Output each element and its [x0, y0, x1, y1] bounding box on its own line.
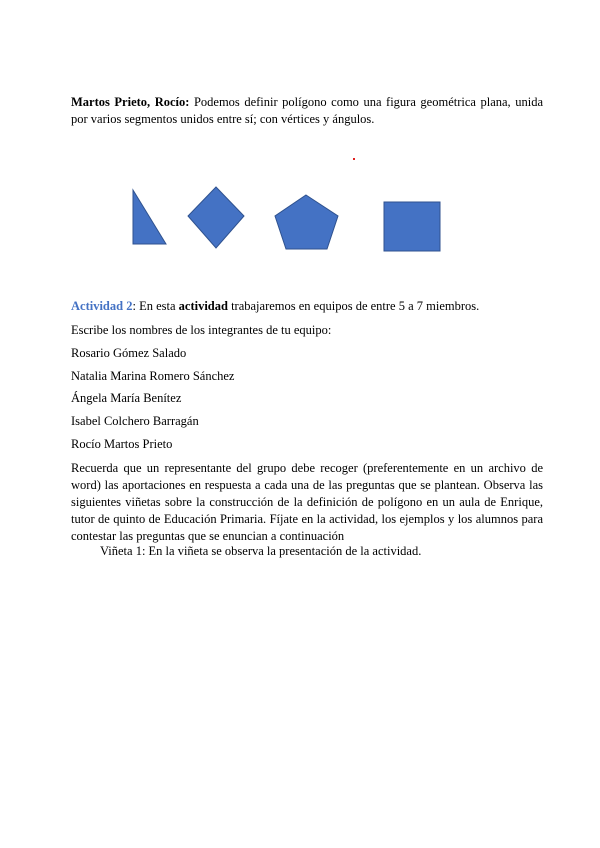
polygon-figures	[0, 150, 600, 260]
instructions-paragraph: Recuerda que un representante del grupo debe recoger (preferentemente en un archivo de word) las aportaciones en respuesta a cada una de las preguntas que se plantean. Observa las siguientes viñetas sobre la construcción de la definición de polígono en un aula de Enrique, tutor de quinto de Educación Primaria. Fíjate en la actividad, los ejemplos y los alumnos para contestar las preguntas que se enuncian a continuación	[71, 461, 543, 543]
diamond-shape	[188, 187, 244, 248]
member-4: Isabel Colchero Barragán	[71, 414, 199, 428]
member-2: Natalia Marina Romero Sánchez	[71, 369, 235, 383]
vignette-line: Viñeta 1: En la viñeta se observa la presentación de la actividad.	[100, 544, 422, 558]
activity-title: Actividad 2	[71, 299, 133, 313]
triangle-shape	[133, 190, 166, 244]
activity-rest: trabajaremos en equipos de entre 5 a 7 miembros.	[227, 299, 480, 313]
member-1: Rosario Gómez Salado	[71, 346, 187, 360]
team-prompt: Escribe los nombres de los integrantes de tu equipo:	[71, 323, 332, 337]
intro-text: Podemos definir polígono como una figura geométrica plana, unida por varios segmentos unidos entre sí; con vértices y ángulos.	[71, 95, 543, 126]
member-5: Rocío Martos Prieto	[71, 437, 173, 451]
author-name: Martos Prieto, Rocío:	[71, 95, 190, 109]
square-shape	[384, 202, 440, 251]
pentagon-shape	[275, 195, 338, 249]
activity-bold-word: actividad	[178, 299, 228, 313]
activity-colon: : En esta	[132, 299, 179, 313]
activity-paragraph	[71, 298, 543, 315]
member-3: Ángela María Benítez	[71, 391, 182, 405]
intro-paragraph	[71, 94, 543, 128]
